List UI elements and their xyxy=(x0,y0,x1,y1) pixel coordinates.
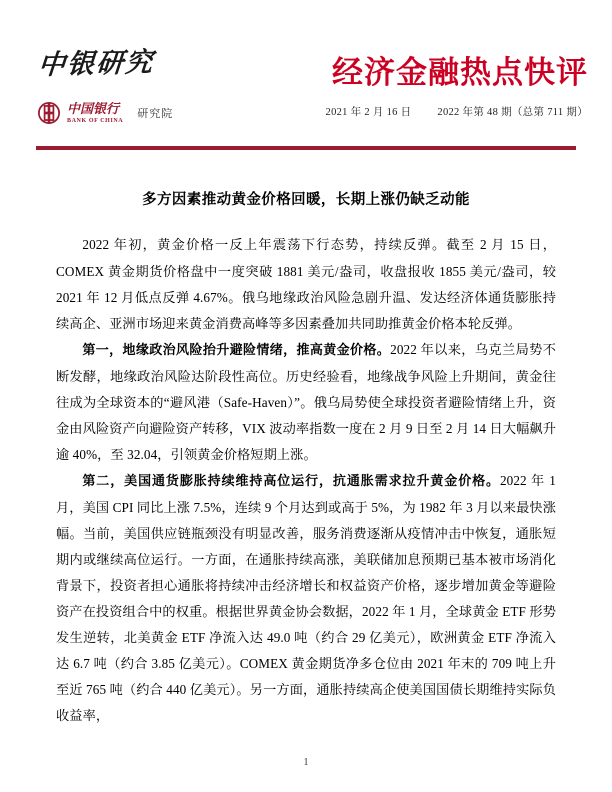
paragraph xyxy=(56,468,556,729)
paragraph-text: 2022 年初，黄金价格一反上年震荡下行态势，持续反弹。截至 2 月 15 日，COMEX 黄金期货价格盘中一度突破 1881 美元/盎司，收盘报收 1855 美元/盎司，较 2021 年 12 月低点反弹 4.67%。俄乌地缘政治风险急剧升温、发达经济体通货膨胀持续高企、亚洲市场迎来黄金消费高峰等多因素叠加共同助推黄金价格本轮反弹。 xyxy=(56,237,556,332)
bank-name-block xyxy=(67,103,123,124)
bank-of-china-logo xyxy=(38,102,173,124)
document-header xyxy=(0,0,612,152)
paragraph-text: 2022 年 1 月，美国 CPI 同比上涨 7.5%，连续 9 个月达到或高于 5%，为 1982 年 3 月以来最快涨幅。当前，美国供应链瓶颈没有明显改善，服务消费逐渐从疫情冲击中恢复，通胀短期内或继续高位运行。一方面，在通胀持续高涨，美联储加息预期已基本被市场消化背景下，投资者担心通胀将持续冲击经济增长和权益资产价格，逐步增加黄金等避险资产在投资组合中的权重。根据世界黄金协会数据，2022 年 1 月，全球黄金 ETF 形势发生逆转，北美黄金 ETF 净流入达 49.0 吨（约合 29 亿美元），欧洲黄金 ETF 净流入达 6.7 吨（约合 3.85 亿美元）。COMEX 黄金期货净多仓位由 2021 年末的 709 吨上升至近 765 吨（约合 440 亿美元）。另一方面，通胀持续高企使美国国债长期维持实际负收益率， xyxy=(56,473,556,724)
publication-meta xyxy=(326,104,588,119)
bank-name-cn: 中国银行 xyxy=(67,101,120,117)
masthead-right xyxy=(326,56,588,119)
publication-issue: 2022 年第 48 期（总第 711 期） xyxy=(437,107,588,119)
publication-title: 经济金融热点快评 xyxy=(332,55,588,91)
header-divider xyxy=(36,146,576,150)
page-number: 1 xyxy=(303,757,309,768)
paragraph-lead: 第一，地缘政治风险抬升避险情绪，推高黄金价格。 xyxy=(82,343,391,359)
paragraph-lead: 第二，美国通货膨胀持续维持高位运行，抗通胀需求拉升黄金价格。 xyxy=(82,474,500,490)
article-body xyxy=(56,190,556,729)
calligraphy-logo: 中银研究 xyxy=(36,46,156,81)
institute-label: 研究院 xyxy=(137,108,174,120)
publication-date: 2021 年 2 月 16 日 xyxy=(325,107,412,119)
paragraph xyxy=(56,337,556,468)
paragraph-text: 2022 年以来，乌克兰局势不断发酵，地缘政治风险达阶段性高位。历史经验看，地缘战争风险上升期间，黄金往往成为全球资本的“避风港（Safe-Haven）”。俄乌局势使全球投资者避险情绪上升，资金由风险资产向避险资产转移，VIX 波动率指数一度在 2 月 9 日至 2 月 14 日大幅飙升逾 40%，至 32.04，引领黄金价格短期上涨。 xyxy=(56,342,556,463)
paragraph xyxy=(56,232,556,337)
brand-block xyxy=(36,46,288,124)
bank-name-en: BANK OF CHINA xyxy=(67,117,124,124)
boc-emblem-icon xyxy=(38,102,60,124)
article-title: 多方因素推动黄金价格回暖，长期上涨仍缺乏动能 xyxy=(142,192,470,208)
